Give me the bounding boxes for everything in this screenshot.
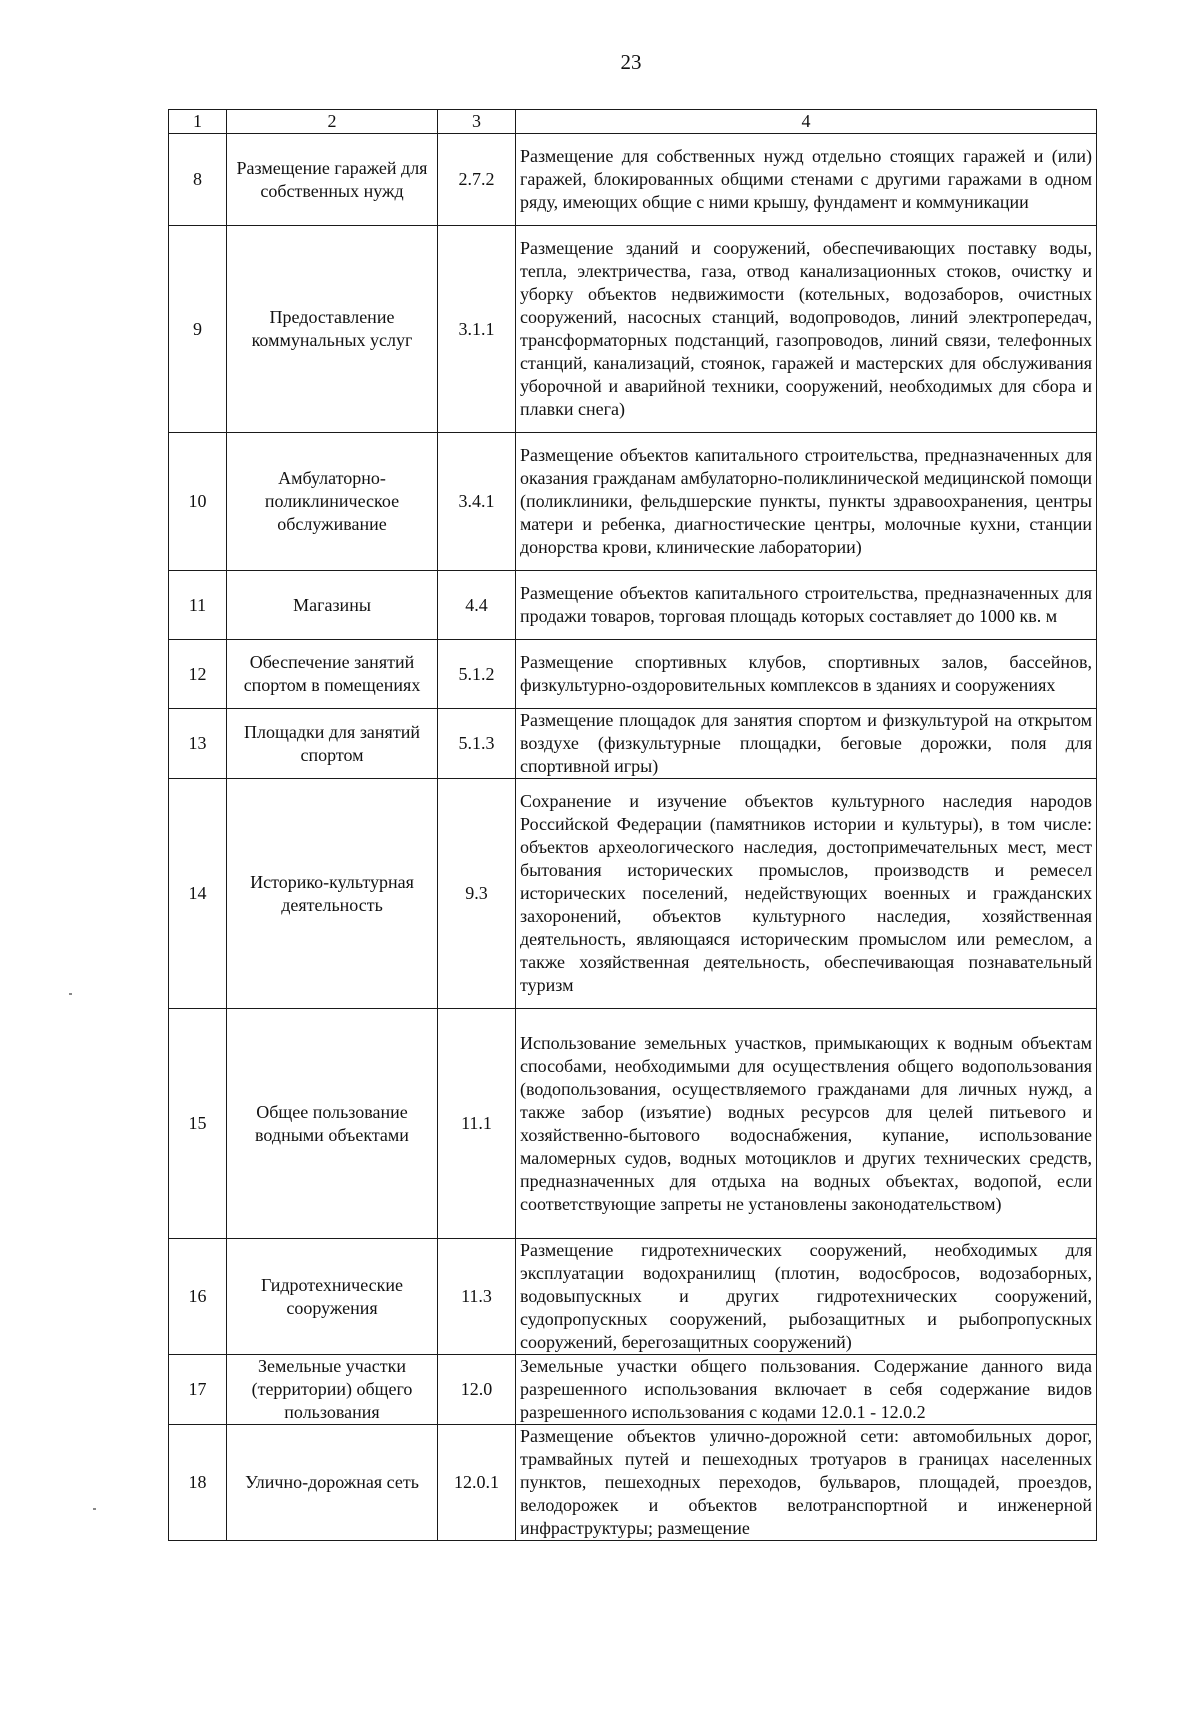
table-row bbox=[169, 779, 1097, 1009]
row-code: 5.1.3 bbox=[438, 709, 516, 779]
table-row bbox=[169, 1009, 1097, 1239]
scan-speck bbox=[69, 993, 72, 995]
row-description: Размещение площадок для занятия спортом и физкультурой на открытом воздухе (физкультурные площадки, беговые дорожки, поля для спортивной игры) bbox=[516, 709, 1097, 779]
row-name: Общее пользование водными объектами bbox=[227, 1009, 438, 1239]
row-name: Земельные участки (территории) общего пользования bbox=[227, 1355, 438, 1425]
row-name: Гидротехнические сооружения bbox=[227, 1239, 438, 1355]
row-code: 3.4.1 bbox=[438, 433, 516, 571]
row-number: 10 bbox=[169, 433, 227, 571]
column-header-description: 4 bbox=[516, 110, 1097, 134]
row-code: 12.0.1 bbox=[438, 1425, 516, 1541]
row-code: 11.1 bbox=[438, 1009, 516, 1239]
row-number: 9 bbox=[169, 226, 227, 433]
column-header-code: 3 bbox=[438, 110, 516, 134]
row-code: 3.1.1 bbox=[438, 226, 516, 433]
row-number: 11 bbox=[169, 571, 227, 640]
row-code: 2.7.2 bbox=[438, 134, 516, 226]
table-row bbox=[169, 640, 1097, 709]
column-header-name: 2 bbox=[227, 110, 438, 134]
row-description: Размещение объектов капитального строительства, предназначенных для продажи товаров, торговая площадь которых составляет до 1000 кв. м bbox=[516, 571, 1097, 640]
row-name: Обеспечение занятий спортом в помещениях bbox=[227, 640, 438, 709]
row-description: Размещение зданий и сооружений, обеспечивающих поставку воды, тепла, электричества, газа, отвод канализационных стоков, очистку и уборку объектов недвижимости (котельных, водозаборов, очистных сооружений, насосных станций, водопроводов, линий электропередач, трансформаторных подстанций, газопроводов, линий связи, телефонных станций, канализаций, стоянок, гаражей и мастерских для обслуживания уборочной и аварийной техники, сооружений, необходимых для сбора и плавки снега) bbox=[516, 226, 1097, 433]
row-name: Площадки для занятий спортом bbox=[227, 709, 438, 779]
row-code: 5.1.2 bbox=[438, 640, 516, 709]
row-name: Магазины bbox=[227, 571, 438, 640]
row-description: Земельные участки общего пользования. Содержание данного вида разрешенного использования включает в себя содержание видов разрешенного использования с кодами 12.0.1 - 12.0.2 bbox=[516, 1355, 1097, 1425]
table-header-row bbox=[169, 110, 1097, 134]
row-description: Размещение гидротехнических сооружений, необходимых для эксплуатации водохранилищ (плотин, водосбросов, водозаборных, водовыпускных и других гидротехнических сооружений, судопропускных сооружений, рыбозащитных и рыбопропускных сооружений, берегозащитных сооружений) bbox=[516, 1239, 1097, 1355]
row-code: 9.3 bbox=[438, 779, 516, 1009]
row-name: Размещение гаражей для собственных нужд bbox=[227, 134, 438, 226]
row-number: 15 bbox=[169, 1009, 227, 1239]
table-row bbox=[169, 433, 1097, 571]
table-row bbox=[169, 1355, 1097, 1425]
row-description: Размещение объектов капитального строительства, предназначенных для оказания гражданам амбулаторно-поликлинической медицинской помощи (поликлиники, фельдшерские пункты, пункты здравоохранения, центры матери и ребенка, диагностические центры, молочные кухни, станции донорства крови, клинические лаборатории) bbox=[516, 433, 1097, 571]
land-use-table bbox=[168, 109, 1097, 1541]
row-number: 18 bbox=[169, 1425, 227, 1541]
row-code: 4.4 bbox=[438, 571, 516, 640]
row-name: Предоставление коммунальных услуг bbox=[227, 226, 438, 433]
row-description: Размещение спортивных клубов, спортивных залов, бассейнов, физкультурно-оздоровительных комплексов в зданиях и сооружениях bbox=[516, 640, 1097, 709]
row-name: Улично-дорожная сеть bbox=[227, 1425, 438, 1541]
row-description: Сохранение и изучение объектов культурного наследия народов Российской Федерации (памятников истории и культуры), в том числе: объектов археологического наследия, достопримечательных мест, мест бытования исторических промыслов, производств и ремесел исторических поселений, недействующих военных и гражданских захоронений, объектов культурного наследия, хозяйственная деятельность, являющаяся историческим промыслом или ремеслом, а также хозяйственная деятельность, обеспечивающая познавательный туризм bbox=[516, 779, 1097, 1009]
table-row bbox=[169, 1425, 1097, 1541]
row-code: 12.0 bbox=[438, 1355, 516, 1425]
row-code: 11.3 bbox=[438, 1239, 516, 1355]
row-number: 17 bbox=[169, 1355, 227, 1425]
row-number: 8 bbox=[169, 134, 227, 226]
page-number: 23 bbox=[620, 50, 642, 74]
row-description: Размещение для собственных нужд отдельно стоящих гаражей и (или) гаражей, блокированных общими стенами с другими гаражами в одном ряду, имеющих общие с ними крышу, фундамент и коммуникации bbox=[516, 134, 1097, 226]
table-row bbox=[169, 709, 1097, 779]
table-row bbox=[169, 571, 1097, 640]
row-number: 13 bbox=[169, 709, 227, 779]
row-description: Размещение объектов улично-дорожной сети: автомобильных дорог, трамвайных путей и пешеходных тротуаров в границах населенных пунктов, пешеходных переходов, бульваров, площадей, проездов, велодорожек и объектов велотранспортной и инженерной инфраструктуры; размещение bbox=[516, 1425, 1097, 1541]
table-row bbox=[169, 1239, 1097, 1355]
scan-speck bbox=[93, 1508, 96, 1510]
row-name: Историко-культурная деятельность bbox=[227, 779, 438, 1009]
row-number: 14 bbox=[169, 779, 227, 1009]
row-number: 12 bbox=[169, 640, 227, 709]
row-description: Использование земельных участков, примыкающих к водным объектам способами, необходимыми для осуществления общего водопользования (водопользования, осуществляемого гражданами для личных нужд, а также забор (изъятие) водных ресурсов для целей питьевого и хозяйственно-бытового водоснабжения, купание, использование маломерных судов, водных мотоциклов и других технических средств, предназначенных для отдыха на водных объектах, водопой, если соответствующие запреты не установлены законодательством) bbox=[516, 1009, 1097, 1239]
table-row bbox=[169, 134, 1097, 226]
row-name: Амбулаторно-поликлиническое обслуживание bbox=[227, 433, 438, 571]
column-header-number: 1 bbox=[169, 110, 227, 134]
table-row bbox=[169, 226, 1097, 433]
row-number: 16 bbox=[169, 1239, 227, 1355]
